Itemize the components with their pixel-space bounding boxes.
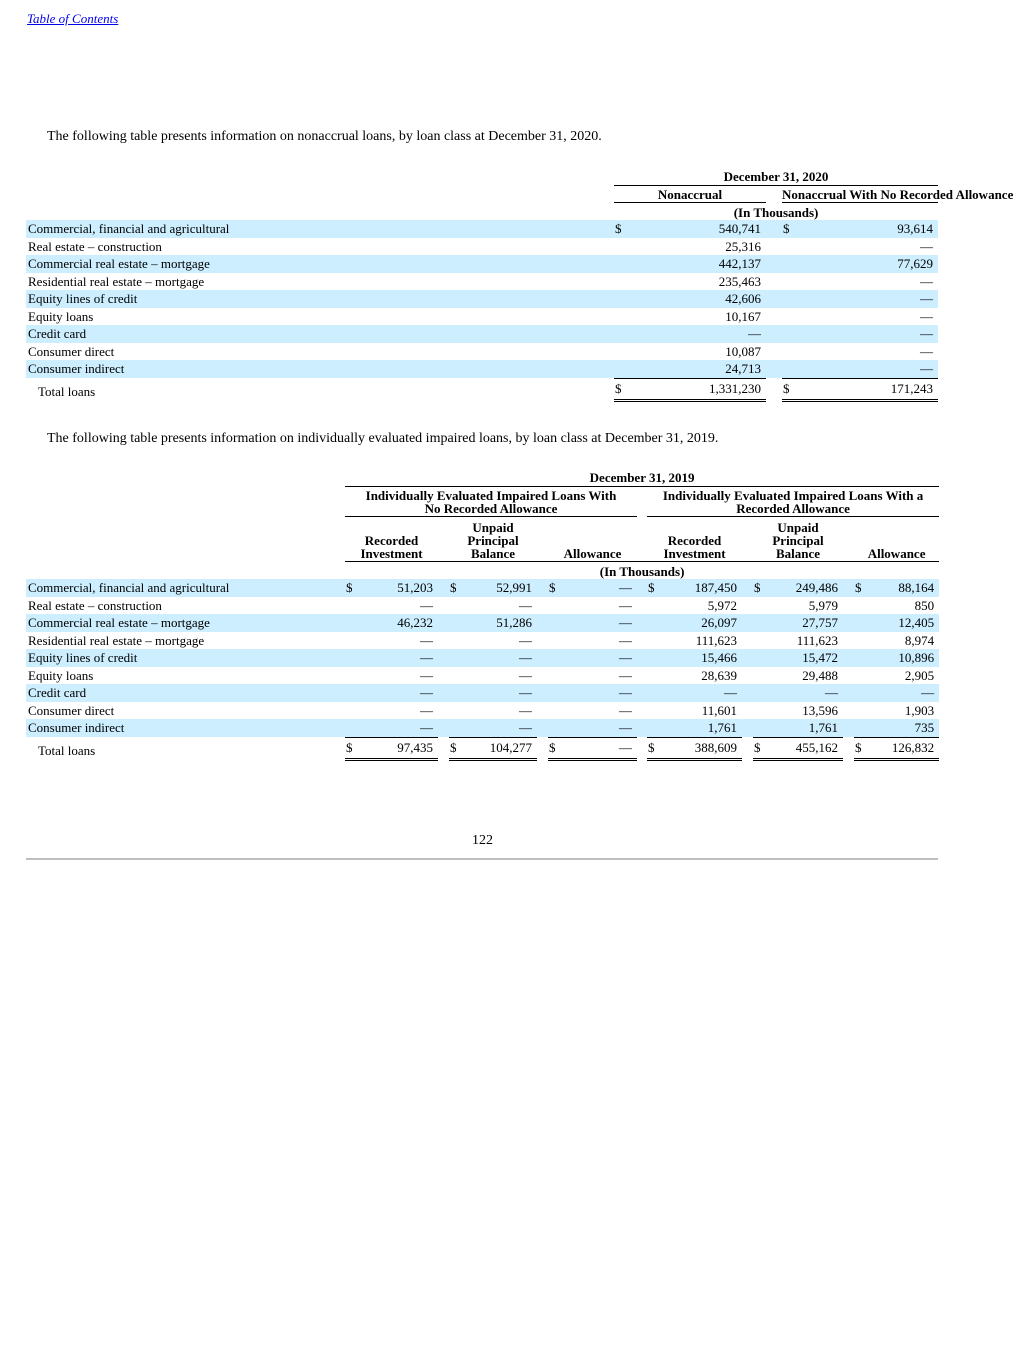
column-header-recorded-investment: Recorded Investment xyxy=(663,533,726,561)
total-row xyxy=(26,737,939,761)
row-label: Equity lines of credit xyxy=(26,649,345,667)
value-recorded-investment: 187,450 xyxy=(660,579,742,597)
table-row xyxy=(26,273,938,291)
value-unpaid-principal-balance: — xyxy=(519,597,532,613)
value-no-recorded-allowance: — xyxy=(920,273,934,289)
total-recorded-investment: 97,435 xyxy=(358,737,438,761)
total-label: Total loans xyxy=(38,383,96,399)
row-label: Equity lines of credit xyxy=(26,290,614,308)
value-recorded-investment: 46,232 xyxy=(358,614,438,632)
table-row xyxy=(26,360,938,378)
value-unpaid-principal-balance: — xyxy=(519,632,532,648)
table-row xyxy=(26,597,939,615)
row-label: Credit card xyxy=(26,684,345,702)
row-label: Real estate – construction xyxy=(28,597,162,613)
period-header: December 31, 2019 xyxy=(345,471,939,487)
value-nonaccrual: 10,167 xyxy=(725,308,761,324)
value-recorded-investment: — xyxy=(358,719,438,737)
value-unpaid-principal-balance: — xyxy=(519,702,532,718)
column-header-unpaid-principal-balance: Unpaid Principal Balance xyxy=(467,520,519,561)
value-recorded-investment: — xyxy=(420,667,433,683)
value-allowance: — xyxy=(561,684,637,702)
row-label: Credit card xyxy=(26,325,614,343)
value-recorded-investment: — xyxy=(358,684,438,702)
currency-symbol: $ xyxy=(782,220,800,238)
value-unpaid-principal-balance: 1,761 xyxy=(766,719,843,737)
table-of-contents-link[interactable]: Table of Contents xyxy=(27,11,119,26)
total-recorded-investment: 388,609 xyxy=(660,737,742,761)
currency-symbol: $ xyxy=(548,737,561,761)
value-allowance: — xyxy=(619,632,632,648)
value-nonaccrual: — xyxy=(632,325,766,343)
value-recorded-investment: 28,639 xyxy=(701,667,737,683)
table-row xyxy=(26,290,938,308)
value-recorded-investment: — xyxy=(420,597,433,613)
column-header-recorded-investment: Recorded Investment xyxy=(360,533,423,561)
value-unpaid-principal-balance: 51,286 xyxy=(462,614,537,632)
currency-symbol: $ xyxy=(614,378,632,402)
value-no-recorded-allowance: 93,614 xyxy=(800,220,938,238)
value-allowance: 10,896 xyxy=(867,649,939,667)
currency-symbol: $ xyxy=(449,579,462,597)
total-label: Total loans xyxy=(38,742,96,758)
table-row xyxy=(26,684,939,702)
value-allowance: — xyxy=(561,579,637,597)
currency-symbol: $ xyxy=(854,579,867,597)
total-allowance: 126,832 xyxy=(867,737,939,761)
value-recorded-investment: 26,097 xyxy=(660,614,742,632)
currency-symbol: $ xyxy=(614,220,632,238)
value-unpaid-principal-balance: 27,757 xyxy=(766,614,843,632)
value-recorded-investment: 5,972 xyxy=(707,597,737,613)
intro-paragraph-2020: The following table presents information on nonaccrual loans, by loan class at December 31, 2020. xyxy=(47,129,602,144)
value-unpaid-principal-balance: 29,488 xyxy=(802,667,838,683)
value-no-recorded-allowance: 77,629 xyxy=(800,255,938,273)
value-nonaccrual: 442,137 xyxy=(632,255,766,273)
table-row xyxy=(26,220,938,238)
row-label: Commercial real estate – mortgage xyxy=(26,614,345,632)
table-row xyxy=(26,343,938,361)
value-allowance: 2,905 xyxy=(904,667,935,683)
value-allowance: — xyxy=(619,597,632,613)
value-allowance: — xyxy=(561,614,637,632)
value-unpaid-principal-balance: 249,486 xyxy=(766,579,843,597)
row-label: Commercial real estate – mortgage xyxy=(26,255,614,273)
value-nonaccrual: 235,463 xyxy=(718,273,761,289)
value-unpaid-principal-balance: — xyxy=(519,667,532,683)
row-label: Commercial, financial and agricultural xyxy=(26,579,345,597)
value-allowance: — xyxy=(561,719,637,737)
value-unpaid-principal-balance: — xyxy=(462,719,537,737)
column-header-allowance: Allowance xyxy=(563,546,622,561)
value-nonaccrual: 24,713 xyxy=(632,360,766,378)
value-unpaid-principal-balance: — xyxy=(766,684,843,702)
value-no-recorded-allowance: — xyxy=(920,238,934,254)
value-allowance: 8,974 xyxy=(904,632,935,648)
currency-symbol: $ xyxy=(753,579,766,597)
row-label: Equity loans xyxy=(28,308,94,324)
row-label: Consumer indirect xyxy=(26,360,614,378)
group-header-no-allowance: Individually Evaluated Impaired Loans With No Recorded Allowance xyxy=(345,487,637,517)
value-allowance: — xyxy=(867,684,939,702)
value-allowance: 735 xyxy=(867,719,939,737)
row-label: Consumer direct xyxy=(28,702,115,718)
row-label: Consumer direct xyxy=(28,343,115,359)
value-no-recorded-allowance: — xyxy=(800,360,938,378)
value-allowance: — xyxy=(619,702,632,718)
table-row xyxy=(26,238,938,256)
total-nonaccrual: 1,331,230 xyxy=(632,378,766,402)
units-header: (In Thousands) xyxy=(345,561,939,579)
table-row xyxy=(26,308,938,326)
units-header: (In Thousands) xyxy=(733,205,819,220)
value-recorded-investment: — xyxy=(420,702,433,718)
value-unpaid-principal-balance: 13,596 xyxy=(802,702,838,718)
value-recorded-investment: 11,601 xyxy=(701,702,737,718)
period-header: December 31, 2020 xyxy=(614,170,938,186)
table-row xyxy=(26,325,938,343)
table-row xyxy=(26,614,939,632)
table-row xyxy=(26,649,939,667)
value-unpaid-principal-balance: 52,991 xyxy=(462,579,537,597)
value-no-recorded-allowance: — xyxy=(920,308,934,324)
value-nonaccrual: 10,087 xyxy=(725,343,761,359)
value-unpaid-principal-balance: 15,472 xyxy=(766,649,843,667)
currency-symbol: $ xyxy=(753,737,766,761)
value-recorded-investment: 51,203 xyxy=(358,579,438,597)
column-header-unpaid-principal-balance: Unpaid Principal Balance xyxy=(772,520,824,561)
row-label: Residential real estate – mortgage xyxy=(28,273,205,289)
value-unpaid-principal-balance: — xyxy=(462,649,537,667)
column-header-no-recorded-allowance: Nonaccrual With No Recorded Allowance xyxy=(782,187,1013,202)
value-recorded-investment: — xyxy=(660,684,742,702)
currency-symbol: $ xyxy=(647,579,660,597)
currency-symbol: $ xyxy=(345,579,358,597)
currency-symbol: $ xyxy=(854,737,867,761)
table-row xyxy=(26,255,938,273)
value-allowance: — xyxy=(619,667,632,683)
value-no-recorded-allowance: — xyxy=(920,343,934,359)
value-allowance: 850 xyxy=(914,597,935,613)
value-recorded-investment: 1,761 xyxy=(660,719,742,737)
table-row xyxy=(26,579,939,597)
value-no-recorded-allowance: — xyxy=(800,290,938,308)
row-label: Equity loans xyxy=(28,667,94,683)
table-row xyxy=(26,702,939,720)
row-label: Consumer indirect xyxy=(26,719,345,737)
value-allowance: 1,903 xyxy=(904,702,935,718)
value-nonaccrual: 540,741 xyxy=(632,220,766,238)
total-allowance: — xyxy=(561,737,637,761)
value-recorded-investment: — xyxy=(420,632,433,648)
currency-symbol: $ xyxy=(782,378,800,402)
value-unpaid-principal-balance: — xyxy=(462,684,537,702)
value-allowance: — xyxy=(561,649,637,667)
value-recorded-investment: — xyxy=(358,649,438,667)
value-allowance: 12,405 xyxy=(867,614,939,632)
column-header-allowance: Allowance xyxy=(867,546,926,561)
currency-symbol: $ xyxy=(449,737,462,761)
total-unpaid-principal-balance: 455,162 xyxy=(766,737,843,761)
group-header-with-allowance: Individually Evaluated Impaired Loans With a Recorded Allowance xyxy=(647,487,939,517)
column-header-nonaccrual: Nonaccrual xyxy=(614,186,766,203)
currency-symbol: $ xyxy=(647,737,660,761)
intro-paragraph-2019: The following table presents information on individually evaluated impaired loans, by loan class at December 31, 2019. xyxy=(47,431,719,446)
value-nonaccrual: 42,606 xyxy=(632,290,766,308)
row-label: Commercial, financial and agricultural xyxy=(26,220,614,238)
total-row xyxy=(26,378,938,402)
page-number: 122 xyxy=(472,833,493,848)
currency-symbol: $ xyxy=(548,579,561,597)
row-label: Real estate – construction xyxy=(28,238,162,254)
table-row xyxy=(26,667,939,685)
table-row xyxy=(26,632,939,650)
value-unpaid-principal-balance: 111,623 xyxy=(796,632,838,648)
value-no-recorded-allowance: — xyxy=(800,325,938,343)
row-label: Residential real estate – mortgage xyxy=(28,632,205,648)
value-recorded-investment: 15,466 xyxy=(660,649,742,667)
value-nonaccrual: 25,316 xyxy=(725,238,761,254)
value-unpaid-principal-balance: 5,979 xyxy=(808,597,838,613)
currency-symbol: $ xyxy=(345,737,358,761)
page-divider xyxy=(26,858,938,860)
total-no-recorded-allowance: 171,243 xyxy=(800,378,938,402)
value-recorded-investment: 111,623 xyxy=(695,632,737,648)
table-row xyxy=(26,719,939,737)
impaired-loans-table-2019 xyxy=(26,471,939,761)
nonaccrual-loans-table-2020 xyxy=(26,169,1013,402)
total-unpaid-principal-balance: 104,277 xyxy=(462,737,537,761)
value-allowance: 88,164 xyxy=(867,579,939,597)
